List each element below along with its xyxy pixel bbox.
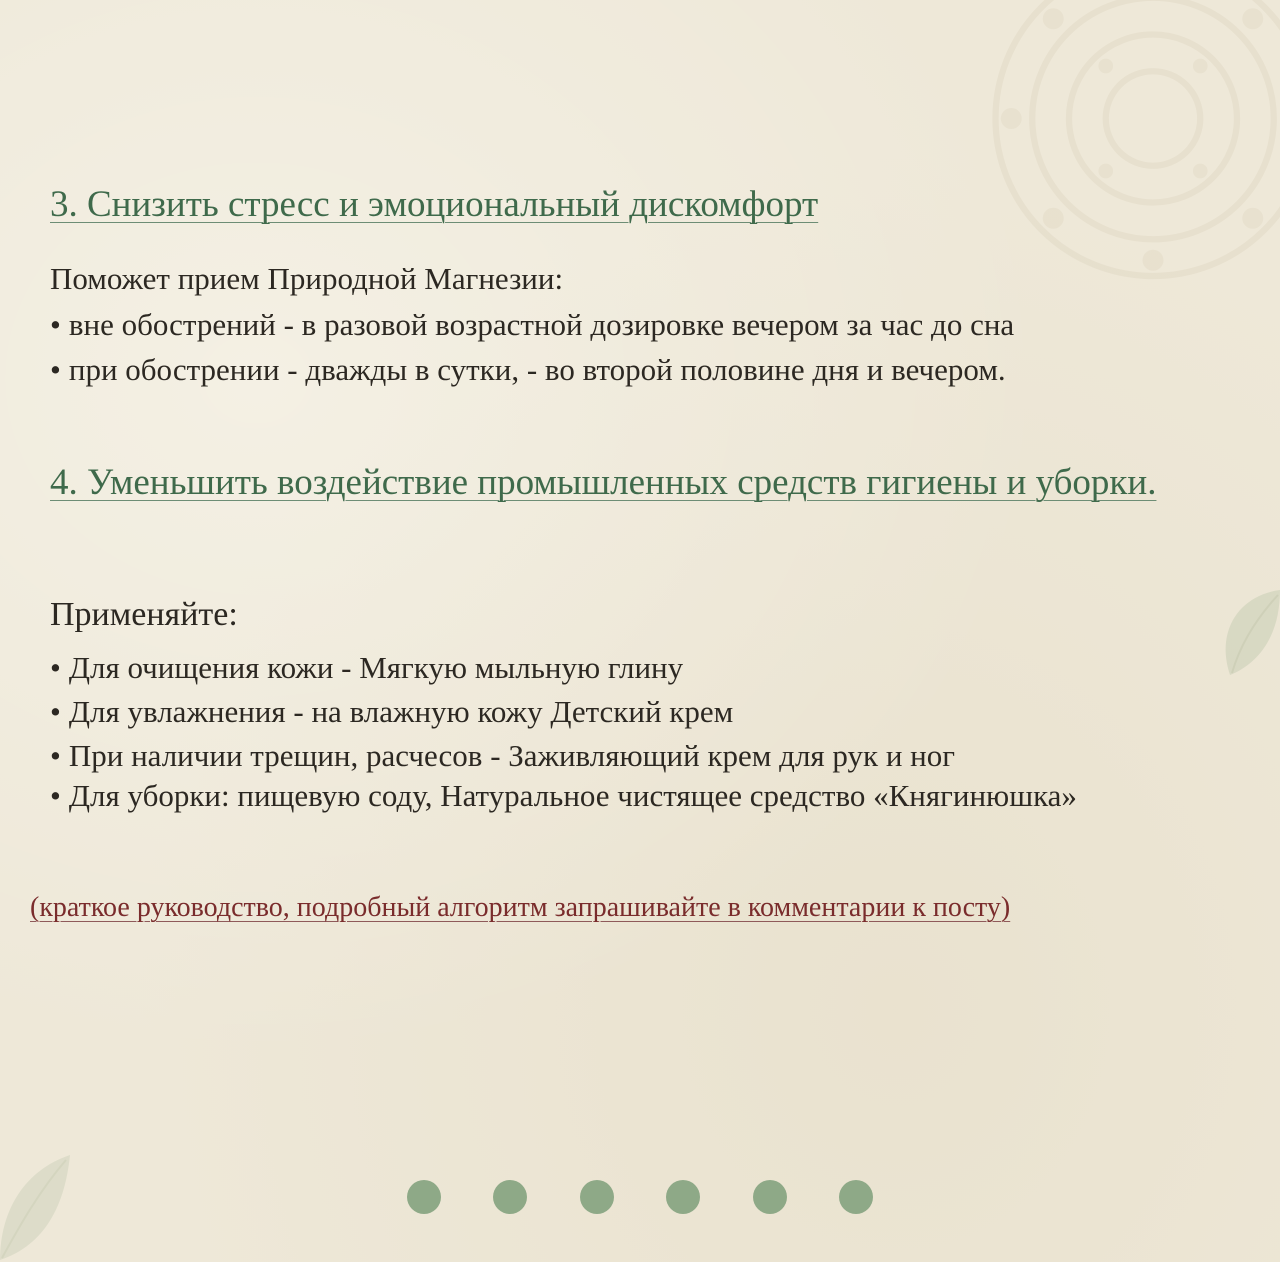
- list-item-text: Для увлажнения - на влажную кожу Детский крем: [68, 694, 734, 729]
- section-4-list: [50, 646, 1150, 814]
- pagination-dot[interactable]: [753, 1180, 787, 1214]
- list-item-text: вне обострений - в разовой возрастной дозировке вечером за час до сна: [68, 307, 1015, 342]
- bullet-icon: •: [50, 778, 61, 813]
- list-item: [50, 734, 1150, 778]
- section-3-list: [50, 302, 1014, 392]
- leaf-decoration-icon: [0, 1150, 80, 1260]
- section-4-heading: 4. Уменьшить воздействие промышленных средств гигиены и уборки.: [50, 462, 1157, 503]
- pagination-dot[interactable]: [839, 1180, 873, 1214]
- pagination-dot[interactable]: [407, 1180, 441, 1214]
- list-item: [50, 347, 1014, 392]
- pagination-dot[interactable]: [493, 1180, 527, 1214]
- pagination-dots: [407, 1180, 877, 1214]
- leaf-decoration-icon: [1210, 585, 1280, 680]
- pagination-dot[interactable]: [666, 1180, 700, 1214]
- list-item-text: При наличии трещин, расчесов - Заживляющий крем для рук и ног: [68, 738, 955, 773]
- section-3-intro: Поможет прием Природной Магнезии:: [50, 261, 564, 296]
- bullet-icon: •: [50, 738, 61, 773]
- bullet-icon: •: [50, 650, 61, 685]
- list-item-text: Для уборки: пищевую соду, Натуральное чистящее средство «Княгинюшка»: [68, 778, 1077, 813]
- bullet-icon: •: [50, 352, 61, 387]
- bullet-icon: •: [50, 307, 61, 342]
- section-3-heading: 3. Снизить стресс и эмоциональный дискомфорт: [50, 184, 819, 225]
- list-item: [50, 690, 1150, 734]
- list-item-text: Для очищения кожи - Мягкую мыльную глину: [68, 650, 684, 685]
- list-item: [50, 302, 1014, 347]
- list-item: [50, 646, 1150, 690]
- list-item-text: при обострении - дважды в сутки, - во второй половине дня и вечером.: [68, 352, 1006, 387]
- section-4-intro: Применяйте:: [50, 596, 238, 633]
- bullet-icon: •: [50, 694, 61, 729]
- list-item: [50, 778, 1150, 814]
- guide-note: (краткое руководство, подробный алгоритм запрашивайте в комментарии к посту): [30, 892, 1011, 923]
- pagination-dot[interactable]: [580, 1180, 614, 1214]
